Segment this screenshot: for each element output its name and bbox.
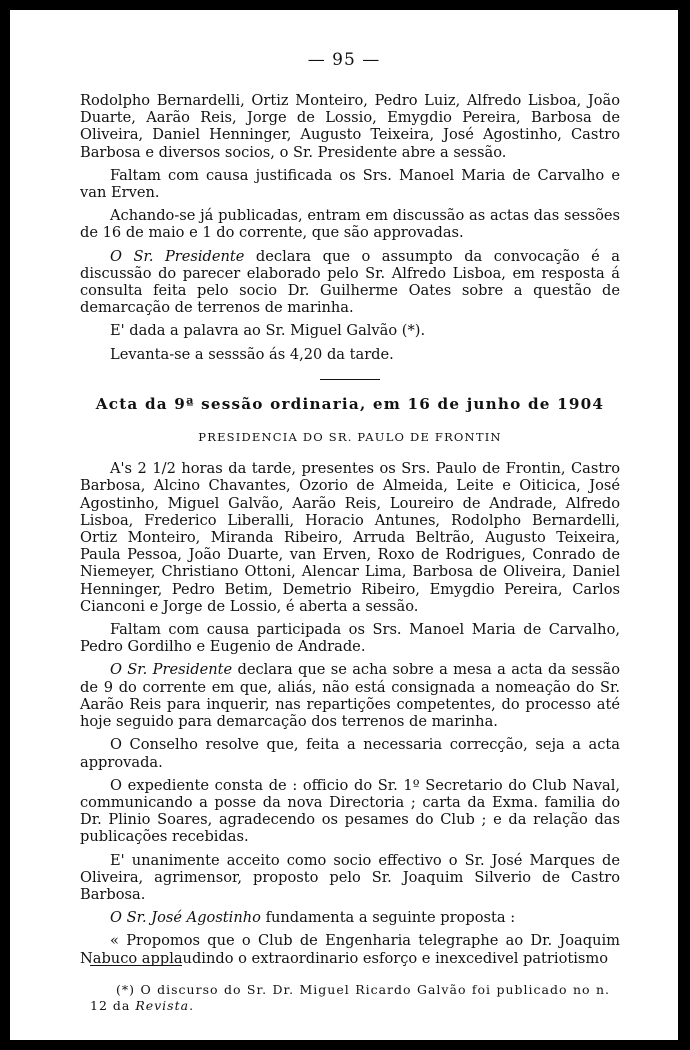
page-body — [80, 92, 620, 973]
speaker-name: O Sr. Presidente — [110, 247, 245, 265]
speaker-name: O Sr. Presidente — [110, 661, 233, 679]
president-statement — [80, 248, 620, 317]
absent-note: Faltam com causa justificada os Srs. Manoel Maria de Carvalho e van Erven. — [80, 166, 620, 202]
floor-given: E' dada a palavra ao Sr. Miguel Galvão (*). — [110, 322, 426, 340]
session-opening: A's 2 1/2 horas da tarde, presentes os Srs. Paulo de Frontin, Castro Barbosa, Alcino Chavantes, Ozorio de Almeida, Leite e Oiticica, José Agostinho, Miguel Galvão, Aarão Reis, Loureiro de Andrade, Alfredo Lisboa, Frederico Liberalli, Horacio Antunes, Rodolpho Bernardelli, Ortiz Monteiro, Miranda Ribeiro, Arruda Beltrão, Augusto Teixeira, Paula Pessoa, João Duarte, van Erven, Roxo de Rodrigues, Conrado de Niemeyer, Christiano Ottoni, Alencar Lima, Barbosa de Oliveira, Daniel Henninger, Pedro Betim, Demetrio Ribeiro, Emygdio Pereira, Carlos Cianconi e Jorge de Lossio, é aberta a sessão. — [80, 460, 620, 615]
proposal-intro — [80, 909, 620, 926]
minutes-approval: Achando-se já publicadas, entram em discussão as actas das sessões de 16 de maio e 1 do corrente, que são approvadas. — [80, 207, 620, 242]
acta-heading: Acta da 9ª sessão ordinaria, em 16 de junho de 1904 — [95, 394, 605, 413]
expediente: O expediente consta de : officio do Sr. 1º Secretario do Club Naval, communicando a posse da nova Directoria ; carta da Exma. familia do Dr. Plinio Soares, agradecendo os pesames do Club ; e da relação das publicações recebidas. — [80, 776, 620, 846]
page-number: — 95 — — [307, 50, 381, 70]
new-member: E' unanimente acceito como socio effectivo o Sr. José Marques de Oliveira, agrimensor, proposto pelo Sr. Joaquim Silverio de Castro Barbosa. — [80, 851, 620, 903]
council-resolution: O Conselho resolve que, feita a necessaria correcção, seja a acta approvada. — [80, 736, 620, 771]
proposal-intro-text: fundamenta a seguinte proposta : — [260, 909, 516, 927]
presidencia-line: PRESIDENCIA DO SR. PAULO DE FRONTIN — [198, 430, 502, 445]
document-page — [10, 10, 678, 1040]
proposal-text: « Propomos que o Club de Engenharia telegraphe ao Dr. Joaquim Nabuco applaudindo o extraordinario esforço e inexcedivel patriotismo — [80, 932, 620, 967]
attendees-continued: Rodolpho Bernardelli, Ortiz Monteiro, Pedro Luiz, Alfredo Lisboa, João Duarte, Aarão Reis, Jorge de Lossio, Emygdio Pereira, Barbosa de Oliveira, Daniel Henninger, Augusto Teixeira, José Agostinho, Castro Barbosa e diversos socios, o Sr. Presidente abre a sessão. — [80, 92, 620, 161]
footnote-journal: Revista — [135, 998, 190, 1013]
president-declaration — [80, 661, 620, 730]
footnote-end: . — [189, 998, 195, 1013]
speaker-name: O Sr. José Agostinho — [110, 909, 261, 927]
footnote — [90, 982, 610, 1014]
session-closing: Levanta-se a sesssão ás 4,20 da tarde. — [110, 345, 394, 363]
statement-text: declara que o assumpto da convocação é a discussão do parecer elaborado pelo Sr. Alfredo Lisboa, em resposta á consulta feita pelo socio Dr. Guilherme Oates sobre a questão de demarcação de terrenos de marinha. — [80, 247, 620, 317]
footnote-divider — [90, 965, 182, 966]
absent-participants: Faltam com causa participada os Srs. Manoel Maria de Carvalho, Pedro Gordilho e Eugenio de Andrade. — [80, 621, 620, 656]
section-divider — [320, 379, 380, 380]
declaration-text: declara que se acha sobre a mesa a acta da sessão de 9 do corrente em que, aliás, não está consignada a nomeação do Sr. Aarão Reis para inquerir, nas repartições competentes, do processo até hoje seguido para demarcação dos terrenos de marinha. — [80, 661, 620, 731]
footnote-text: (*) O discurso do Sr. Dr. Miguel Ricardo Galvão foi publicado no n. 12 da — [90, 982, 610, 1013]
